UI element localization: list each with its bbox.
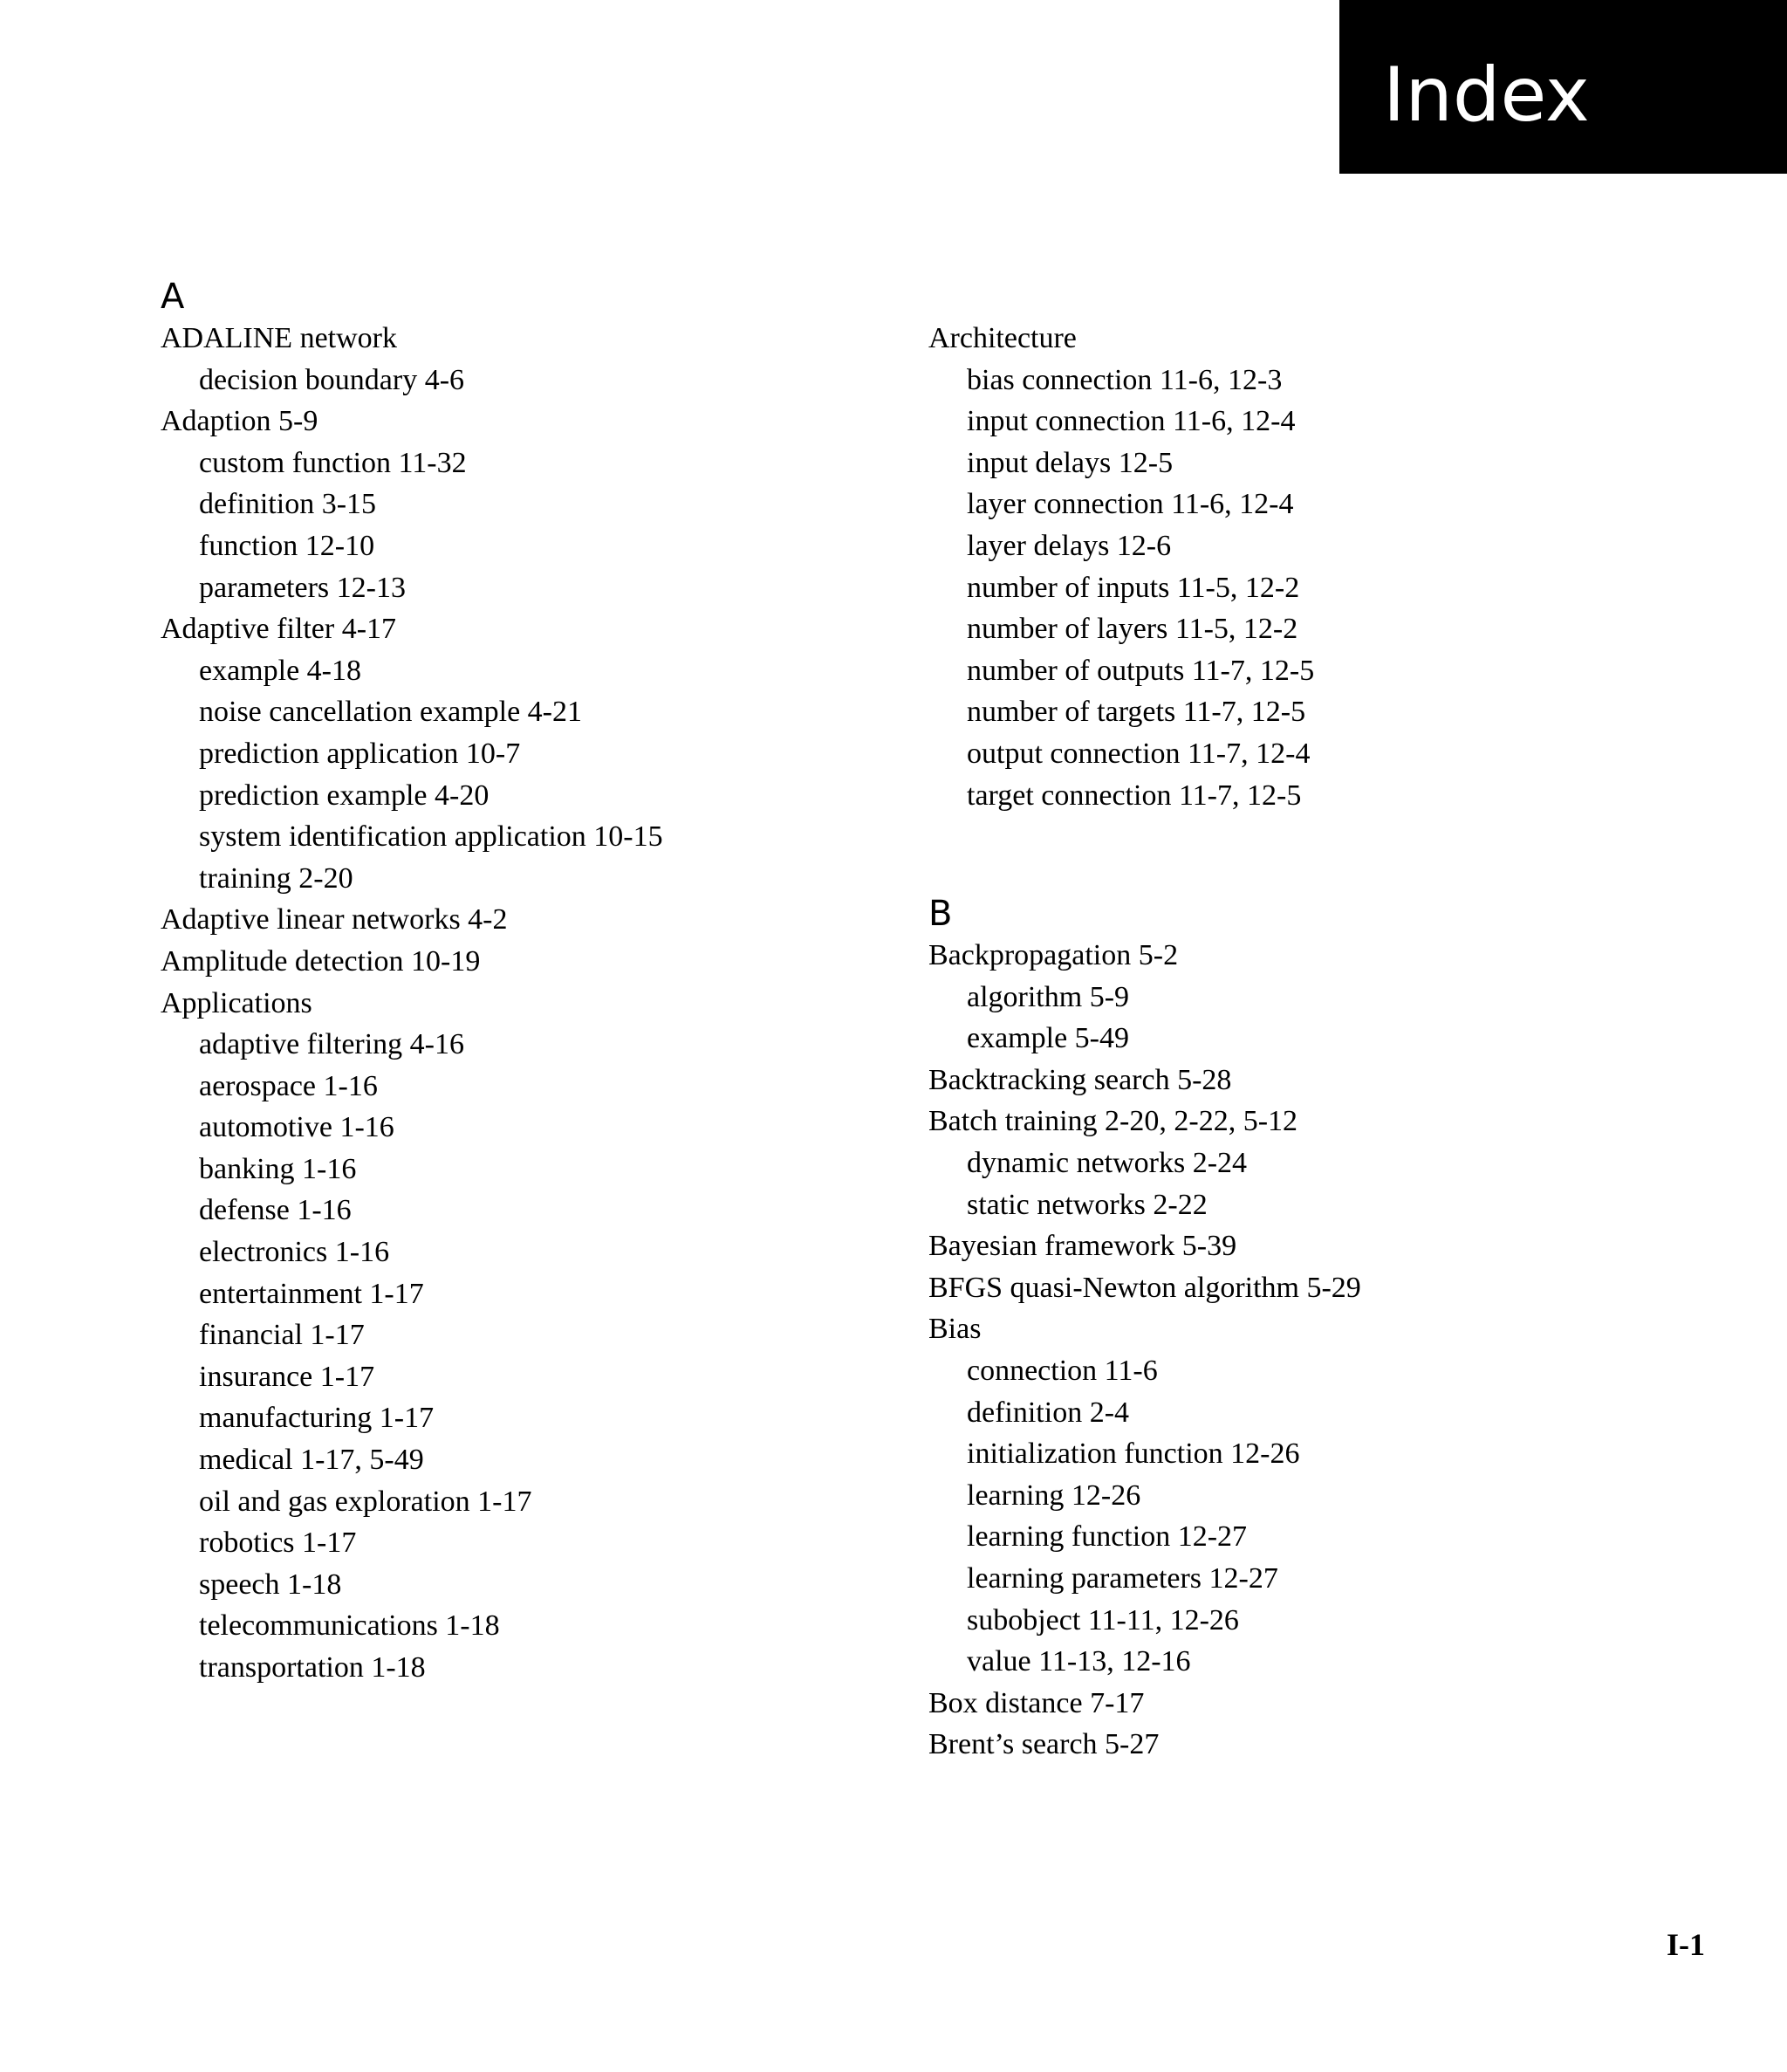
index-subentry: oil and gas exploration 1-17 (199, 1485, 532, 1518)
index-title-block (1339, 0, 1787, 174)
index-subentry: dynamic networks 2-24 (967, 1146, 1248, 1179)
section-letter: A (161, 277, 185, 317)
index-entry: ADALINE network (161, 322, 397, 354)
index-subentry: speech 1-18 (199, 1568, 342, 1601)
index-subentry: learning parameters 12-27 (967, 1561, 1278, 1595)
index-subentry: parameters 12-13 (199, 571, 406, 604)
index-entry: Backtracking search 5-28 (928, 1063, 1232, 1096)
index-subentry: decision boundary 4-6 (199, 363, 465, 396)
index-subentry: algorithm 5-9 (967, 980, 1130, 1013)
index-subentry: bias connection 11-6, 12-3 (967, 363, 1283, 396)
index-subentry: target connection 11-7, 12-5 (967, 779, 1302, 812)
index-entry: Adaptive filter 4-17 (161, 613, 397, 646)
index-subentry: number of targets 11-7, 12-5 (967, 696, 1306, 729)
index-subentry: example 4-18 (199, 654, 361, 687)
index-subentry: custom function 11-32 (199, 446, 467, 479)
index-subentry: automotive 1-16 (199, 1111, 394, 1144)
index-subentry: layer connection 11-6, 12-4 (967, 488, 1294, 521)
index-entry: Adaptive linear networks 4-2 (161, 903, 508, 937)
index-subentry: medical 1-17, 5-49 (199, 1444, 424, 1477)
index-subentry: electronics 1-16 (199, 1236, 390, 1269)
section-letter: B (928, 894, 953, 934)
index-subentry: input delays 12-5 (967, 446, 1174, 479)
index-entry: Adaption 5-9 (161, 405, 318, 438)
index-entry: Applications (161, 986, 312, 1019)
index-subentry: prediction example 4-20 (199, 779, 490, 812)
index-subentry: transportation 1-18 (199, 1651, 426, 1684)
index-entry: Box distance 7-17 (928, 1686, 1145, 1719)
page-title: Index (1383, 51, 1590, 139)
index-subentry: telecommunications 1-18 (199, 1609, 500, 1643)
index-entry: Bayesian framework 5-39 (928, 1230, 1237, 1263)
index-column-right (928, 893, 1361, 1766)
index-subentry: layer delays 12-6 (967, 529, 1172, 562)
index-subentry: robotics 1-17 (199, 1527, 357, 1560)
index-subentry: learning 12-26 (967, 1479, 1141, 1512)
index-subentry: learning function 12-27 (967, 1520, 1248, 1554)
index-column-left (161, 276, 663, 1689)
index-subentry: output connection 11-7, 12-4 (967, 737, 1311, 770)
index-subentry: defense 1-16 (199, 1194, 352, 1227)
index-subentry: input connection 11-6, 12-4 (967, 405, 1296, 438)
index-subentry: noise cancellation example 4-21 (199, 696, 582, 729)
index-entry: Batch training 2-20, 2-22, 5-12 (928, 1105, 1298, 1138)
index-entry: Architecture (928, 322, 1077, 354)
index-entry: Backpropagation 5-2 (928, 939, 1179, 971)
page-number: I-1 (1667, 1927, 1705, 1962)
index-subentry: adaptive filtering 4-16 (199, 1028, 465, 1061)
index-entry: Brent’s search 5-27 (928, 1728, 1160, 1761)
index-subentry: number of inputs 11-5, 12-2 (967, 571, 1300, 604)
index-subentry: subobject 11-11, 12-26 (967, 1603, 1239, 1636)
index-subentry: insurance 1-17 (199, 1360, 375, 1393)
index-subentry: prediction application 10-7 (199, 737, 521, 770)
index-column-right-continuation (928, 318, 1314, 816)
index-subentry: number of layers 11-5, 12-2 (967, 613, 1298, 646)
index-subentry: aerospace 1-16 (199, 1069, 378, 1102)
index-subentry: banking 1-16 (199, 1152, 357, 1185)
index-subentry: definition 3-15 (199, 488, 377, 521)
index-subentry: connection 11-6 (967, 1354, 1158, 1387)
index-subentry: number of outputs 11-7, 12-5 (967, 654, 1315, 687)
index-subentry: definition 2-4 (967, 1396, 1130, 1429)
index-entry: Bias (928, 1313, 982, 1346)
index-subentry: manufacturing 1-17 (199, 1402, 435, 1435)
index-entry: Amplitude detection 10-19 (161, 944, 481, 978)
index-subentry: value 11-13, 12-16 (967, 1645, 1191, 1678)
index-subentry: initialization function 12-26 (967, 1437, 1300, 1471)
index-entry: BFGS quasi-Newton algorithm 5-29 (928, 1271, 1361, 1304)
index-subentry: static networks 2-22 (967, 1188, 1208, 1221)
index-subentry: function 12-10 (199, 529, 375, 562)
index-subentry: example 5-49 (967, 1022, 1129, 1055)
index-subentry: system identification application 10-15 (199, 820, 663, 854)
index-subentry: financial 1-17 (199, 1319, 365, 1352)
index-subentry: entertainment 1-17 (199, 1277, 424, 1310)
index-subentry: training 2-20 (199, 861, 353, 895)
